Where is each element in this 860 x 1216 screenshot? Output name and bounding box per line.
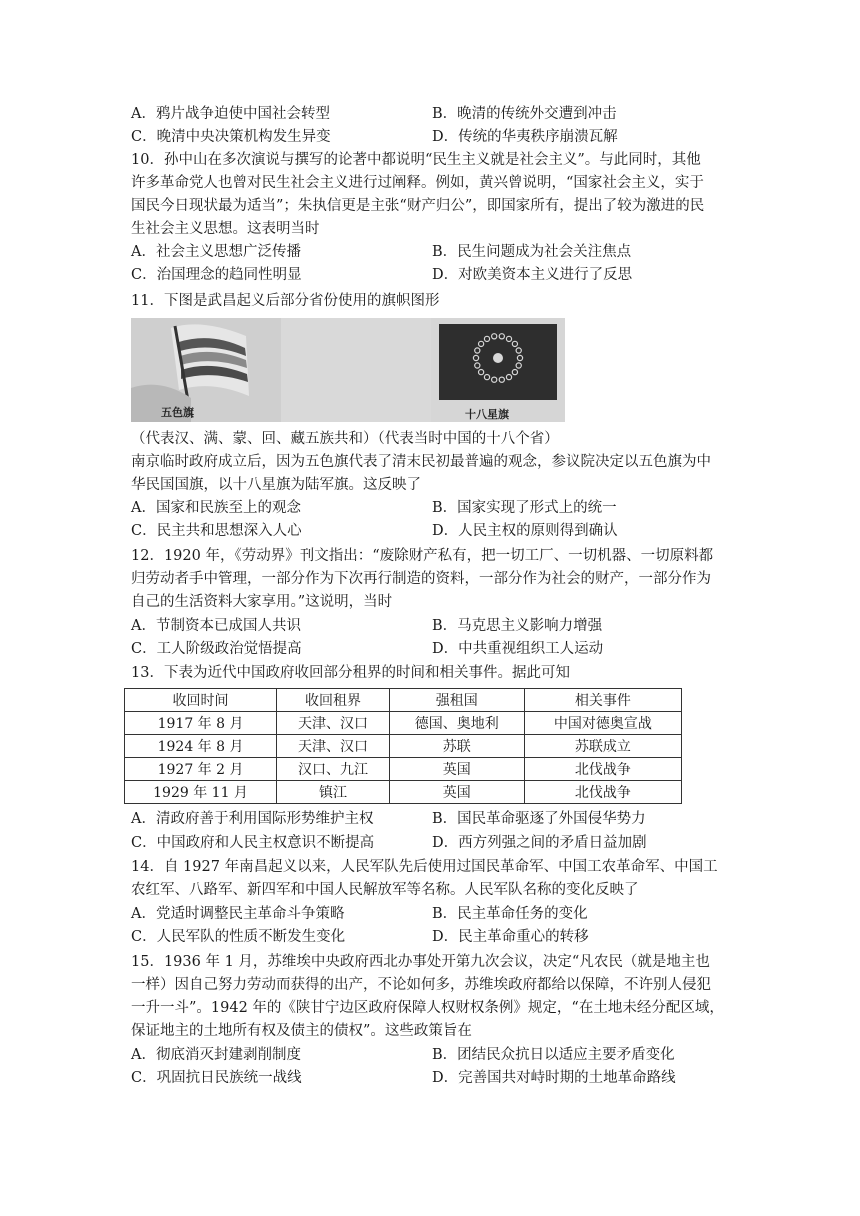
table-cell: 德国、奥地利 (389, 712, 524, 735)
q12-stem-line: 12．1920 年，《劳动界》刊文指出：“废除财产私有，把一切工厂、一切机器、一切原料都 (131, 548, 714, 564)
table-header-cell: 收回租界 (277, 689, 390, 712)
q13-stem-line: 13．下表为近代中国政府收回部分租界的时间和相关事件。据此可知 (131, 665, 570, 681)
q15-stem-line: 保证地主的土地所有权及债主的债权”。这些政策旨在 (131, 1023, 472, 1039)
table-cell: 英国 (389, 758, 524, 781)
q9-option-c: C．晚清中央决策机构发生异变 (131, 129, 331, 145)
table-row (125, 712, 682, 735)
table-row (125, 758, 682, 781)
table-header-cell: 强租国 (389, 689, 524, 712)
q14-option-d: D．民主革命重心的转移 (432, 929, 589, 945)
q12-stem-line: 归劳动者手中管理，一部分作为下次再行制造的资料，一部分作为社会的财产，一部分作为 (131, 571, 711, 587)
q10-option-d: D．对欧美资本主义进行了反思 (432, 267, 633, 283)
table-cell: 中国对德奥宣战 (524, 712, 681, 735)
q11-option-d: D．人民主权的原则得到确认 (432, 523, 618, 539)
table-cell: 1929 年 11 月 (125, 781, 277, 804)
q11-stem-line: 华民国国旗，以十八星旗为陆军旗。这反映了 (131, 477, 421, 493)
q12-option-c: C．工人阶级政治觉悟提高 (131, 641, 302, 657)
q14-stem-line: 农红军、八路军、新四军和中国人民解放军等名称。人民军队名称的变化反映了 (131, 882, 639, 898)
q15-option-d: D．完善国共对峙时期的土地革命路线 (432, 1070, 676, 1086)
q10-stem-line: 许多革命党人也曾对民生社会主义进行过阐释。例如，黄兴曾说明，“国家社会主义，实于 (131, 175, 704, 191)
q15-option-b: B．团结民众抗日以适应主要矛盾变化 (432, 1047, 675, 1063)
table-cell: 天津、汉口 (277, 712, 390, 735)
eighteen-star-flag-caption: 十八星旗 (465, 408, 509, 421)
table-cell: 汉口、九江 (277, 758, 390, 781)
q11-option-b: B．国家实现了形式上的统一 (432, 500, 617, 516)
q12-option-a: A．节制资本已成国人共识 (131, 618, 301, 634)
q10-stem-line: 10．孙中山在多次演说与撰写的论著中都说明“民生主义就是社会主义”。与此同时，其他 (131, 152, 701, 168)
q11-caption-line: （代表汉、满、蒙、回、藏五族共和）（代表当时中国的十八个省） (131, 431, 559, 447)
q10-option-a: A．社会主义思想广泛传播 (131, 244, 301, 260)
q13-option-a: A．清政府善于利用国际形势维护主权 (131, 811, 374, 827)
table-cell: 镇江 (277, 781, 390, 804)
q10-stem-line: 生社会主义思想。这表明当时 (131, 221, 320, 237)
q9-option-d: D．传统的华夷秩序崩溃瓦解 (432, 129, 618, 145)
q9-option-b: B．晚清的传统外交遭到冲击 (432, 106, 617, 122)
q12-option-b: B．马克思主义影响力增强 (432, 618, 603, 634)
q14-option-c: C．人民军队的性质不断发生变化 (131, 929, 346, 945)
eighteen-star-flag-photo (431, 318, 565, 422)
q15-option-c: C．巩固抗日民族统一战线 (131, 1070, 302, 1086)
five-color-flag-icon (131, 318, 281, 422)
table-cell: 苏联 (389, 735, 524, 758)
table-header-row (125, 689, 682, 712)
q10-stem-line: 国民今日现状最为适当”；朱执信更是主张“财产归公”，即国家所有，提出了较为激进的民 (131, 198, 705, 214)
table-cell: 1917 年 8 月 (125, 712, 277, 735)
q14-option-a: A．党适时调整民主革命斗争策略 (131, 906, 345, 922)
five-color-flag-photo (131, 318, 281, 422)
q15-option-a: A．彻底消灭封建剥削制度 (131, 1047, 301, 1063)
table-row (125, 735, 682, 758)
q10-option-b: B．民生问题成为社会关注焦点 (432, 244, 632, 260)
table-cell: 1924 年 8 月 (125, 735, 277, 758)
table-cell: 苏联成立 (524, 735, 681, 758)
q12-option-d: D．中共重视组织工人运动 (432, 641, 604, 657)
q15-stem-line: 15．1936 年 1 月，苏维埃中央政府西北办事处开第九次会议，决定“凡农民（就是地主也 (131, 954, 710, 970)
q11-stem-line: 南京临时政府成立后，因为五色旗代表了清末民初最普遍的观念，参议院决定以五色旗为中 (131, 454, 711, 470)
table-cell: 1927 年 2 月 (125, 758, 277, 781)
q11-option-a: A．国家和民族至上的观念 (131, 500, 301, 516)
table-cell: 北伐战争 (524, 758, 681, 781)
q9-option-a: A．鸦片战争迫使中国社会转型 (131, 106, 330, 122)
q13-option-d: D．西方列强之间的矛盾日益加剧 (432, 835, 647, 851)
table-header-cell: 相关事件 (524, 689, 681, 712)
five-color-flag-caption: 五色旗 (161, 406, 194, 419)
table-cell: 英国 (389, 781, 524, 804)
q11-stem-line: 11．下图是武昌起义后部分省份使用的旗帜图形 (131, 293, 440, 309)
q11-flag-figure (131, 318, 565, 422)
q15-stem-line: 一升一斗”。1942 年的《陕甘宁边区政府保障人权财权条例》规定，“在土地未经分配区域， (131, 1000, 724, 1016)
q13-option-b: B．国民革命驱逐了外国侵华势力 (432, 811, 646, 827)
q14-option-b: B．民主革命任务的变化 (432, 906, 588, 922)
table-cell: 北伐战争 (524, 781, 681, 804)
table-row (125, 781, 682, 804)
concession-table (124, 688, 682, 804)
q15-stem-line: 一样）因自己努力劳动而获得的出产，不论如何多，苏维埃政府都给以保障，不许别人侵犯 (131, 977, 711, 993)
q12-stem-line: 自己的生活资料大家享用。”这说明，当时 (131, 594, 393, 610)
q10-option-c: C．治国理念的趋同性明显 (131, 267, 302, 283)
q11-option-c: C．民主共和思想深入人心 (131, 523, 302, 539)
q14-stem-line: 14．自 1927 年南昌起义以来，人民军队先后使用过国民革命军、中国工农革命军、中国工 (131, 859, 718, 875)
table-header-cell: 收回时间 (125, 689, 277, 712)
q13-option-c: C．中国政府和人民主权意识不断提高 (131, 835, 375, 851)
table-cell: 天津、汉口 (277, 735, 390, 758)
